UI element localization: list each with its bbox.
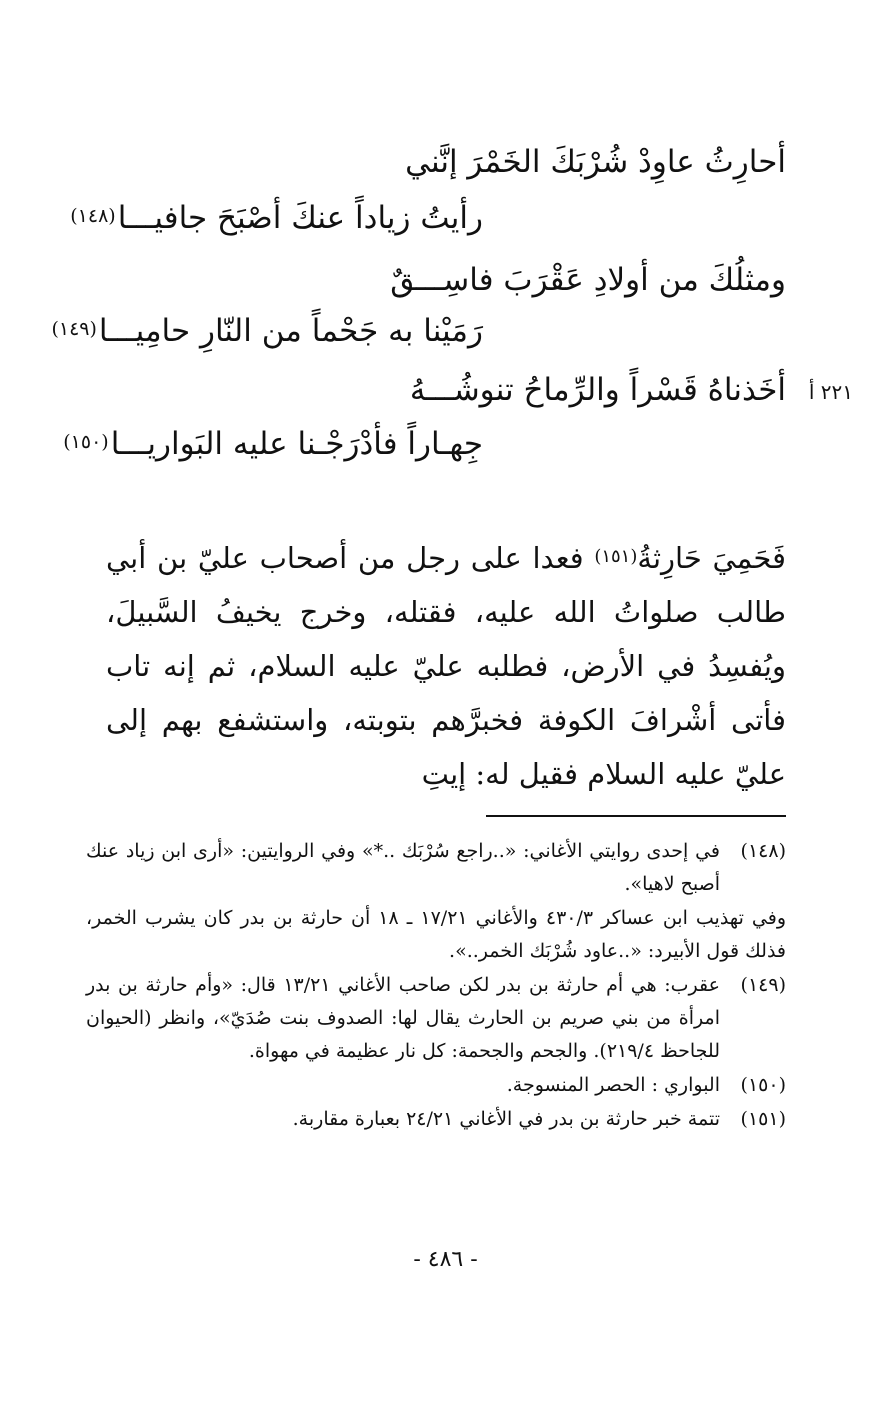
footnote-line: عقرب: هي أم حارثة بن بدر لكن صاحب الأغاني ١٣/٢١ قال: «وأم حارثة بن بدر امرأة من بني صريم بن الحارث يقال لها: الصدوف بنت صُدَيّ»، وانظر (الحيوان للجاحظ ٢١٩/٤). والجحم والجحمة: كل نار عظيمة في مهواة. (86, 974, 720, 1062)
footnote-number: (١٥١) (740, 1108, 786, 1130)
poem-verse-6 (63, 420, 483, 466)
footnote-body (86, 835, 720, 901)
footnote-149 (86, 969, 786, 1068)
footnote-body (86, 969, 720, 1068)
footnote-body (86, 1103, 720, 1136)
footnote-line: تتمة خبر حارثة بن بدر في الأغاني ٢٤/٢١ بعبارة مقاربة. (292, 1108, 720, 1130)
footnote-line: في إحدى روايتي الأغاني: «..راجع سُرْبَك ..*» وفي الروايتين: «أرى ابن زياد عنك أصبح لاهيا». (86, 840, 720, 895)
poem-verse-2 (70, 194, 483, 240)
footnote-body (86, 1069, 720, 1102)
footnote-number: (١٥٠) (740, 1074, 786, 1096)
footnote-150 (86, 1069, 786, 1102)
footnote-reference: (١٤٩) (51, 318, 97, 340)
footnote-148-continued (86, 902, 786, 968)
footnote-148 (86, 835, 786, 901)
prose-text-start: فَحَمِيَ حَارِثةُ (637, 541, 786, 575)
prose-paragraph (106, 530, 786, 801)
verse-text: أخَذناهُ قَسْراً والرِّماحُ تنوشُـــهُ (409, 372, 786, 408)
page-number: - ٤٨٦ - (413, 1247, 478, 1272)
verse-text: أحارِثُ عاوِدْ شُرْبَكَ الخَمْرَ إنَّني (405, 144, 786, 180)
footnotes-section (86, 835, 786, 1137)
verse-text: رأيتُ زياداً عنكَ أصْبَحَ جافيـــا (117, 200, 483, 236)
verse-text: ومثلُكَ من أولادِ عَقْرَبَ فاسِـــقٌ (390, 262, 786, 298)
footnote-separator (486, 815, 786, 817)
verse-text: رَمَيْنا به جَحْماً من النّارِ حامِيـــا (98, 313, 483, 349)
footnote-reference: (١٥٠) (63, 431, 109, 453)
footnote-number: (١٤٩) (740, 974, 786, 996)
footnote-reference: (١٥١) (594, 546, 638, 567)
prose-text-rest: فعدا على رجل من أصحاب عليّ بن أبي طالب صلواتُ الله عليه، فقتله، وخرج يخيفُ السَّبيلَ، ويُفسِدُ في الأرض، فطلبه عليّ عليه السلام، ثم إنه تاب فأتى أشْرافَ الكوفة فخبرَّهم بتوبته، واستشفع بهم إلى عليّ عليه السلام فقيل له: إيتِ (106, 541, 786, 791)
verse-text: جِهـاراً فأدْرَجْـنا عليه البَواريـــا (110, 426, 483, 462)
footnote-body (86, 902, 786, 968)
poem-verse-1 (405, 140, 786, 184)
poem-verse-4 (51, 307, 483, 353)
footnote-151 (86, 1103, 786, 1136)
footnote-line: البواري : الحصر المنسوجة. (506, 1074, 720, 1096)
poem-verse-3 (390, 258, 786, 302)
footnote-number: (١٤٨) (740, 840, 786, 862)
footnote-reference: (١٤٨) (70, 205, 116, 227)
footnote-line: وفي تهذيب ابن عساكر ٤٣٠/٣ والأغاني ١٧/٢١ ـ ١٨ أن حارثة بن بدر كان يشرب الخمر، فذلك قول الأبيرد: «..عاود شُرْبَك الخمر..». (86, 907, 787, 962)
manuscript-folio-marker: ٢٢١ أ (808, 380, 853, 404)
poem-verse-5 (410, 368, 786, 412)
